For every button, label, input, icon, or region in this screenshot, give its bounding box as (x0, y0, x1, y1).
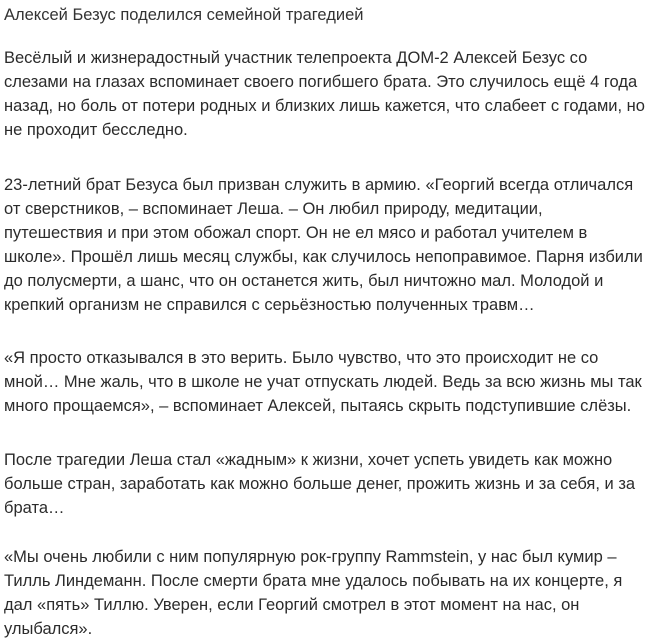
paragraph-4 (4, 448, 635, 520)
paragraph-3 (4, 346, 642, 418)
paragraph-line: «Мы очень любили с ним популярную рок-группу Rammstein, у нас был кумир – (4, 548, 617, 566)
paragraph-line: «Я просто отказывался в это верить. Было чувство, что это происходит не со (4, 349, 599, 367)
paragraph-line: мной… Мне жаль, что в школе не учат отпускать людей. Ведь за всю жизнь мы так (4, 373, 642, 391)
article-title: Алексей Безус поделился семейной трагедией (4, 6, 364, 24)
paragraph-line: до полусмерти, а шанс, что он останется жить, был ничтожно мал. Молодой и (4, 272, 604, 290)
paragraph-5 (4, 545, 622, 641)
paragraph-line: путешествия и при этом обожал спорт. Он не ел мясо и работал учителем в (4, 224, 588, 242)
paragraph-line: крепкий организм не справился с серьёзностью полученных травм… (4, 296, 535, 314)
paragraph-1 (4, 46, 645, 142)
paragraph-line: назад, но боль от потери родных и близких лишь кажется, что слабеет с годами, но (4, 97, 645, 115)
paragraph-line: от сверстников, – вспоминает Леша. – Он любил природу, медитации, (4, 200, 543, 218)
paragraph-line: школе». Прошёл лишь месяц службы, как случилось непоправимое. Парня избили (4, 248, 643, 266)
paragraph-line: не проходит бесследно. (4, 121, 188, 139)
paragraph-line: Тилль Линдеманн. После смерти брата мне удалось побывать на их концерте, я (4, 572, 623, 590)
paragraph-line: брата… (4, 499, 65, 517)
paragraph-line: 23-летний брат Безуса был призван служить в армию. «Георгий всегда отличался (4, 176, 634, 194)
paragraph-line: слезами на глазах вспоминает своего погибшего брата. Это случилось ещё 4 года (4, 73, 638, 91)
paragraph-line: улыбался». (4, 620, 93, 638)
paragraph-2 (4, 173, 643, 317)
paragraph-line: больше стран, заработать как можно больше денег, прожить жизнь и за себя, и за (4, 475, 636, 493)
paragraph-line: дал «пять» Тиллю. Уверен, если Георгий смотрел в этот момент на нас, он (4, 596, 580, 614)
paragraph-line: много прощаемся», – вспоминает Алексей, пытаясь скрыть подступившие слёзы. (4, 397, 632, 415)
paragraph-line: После трагедии Леша стал «жадным» к жизни, хочет успеть увидеть как можно (4, 451, 613, 469)
paragraph-line: Весёлый и жизнерадостный участник телепроекта ДОМ-2 Алексей Безус со (4, 49, 588, 67)
